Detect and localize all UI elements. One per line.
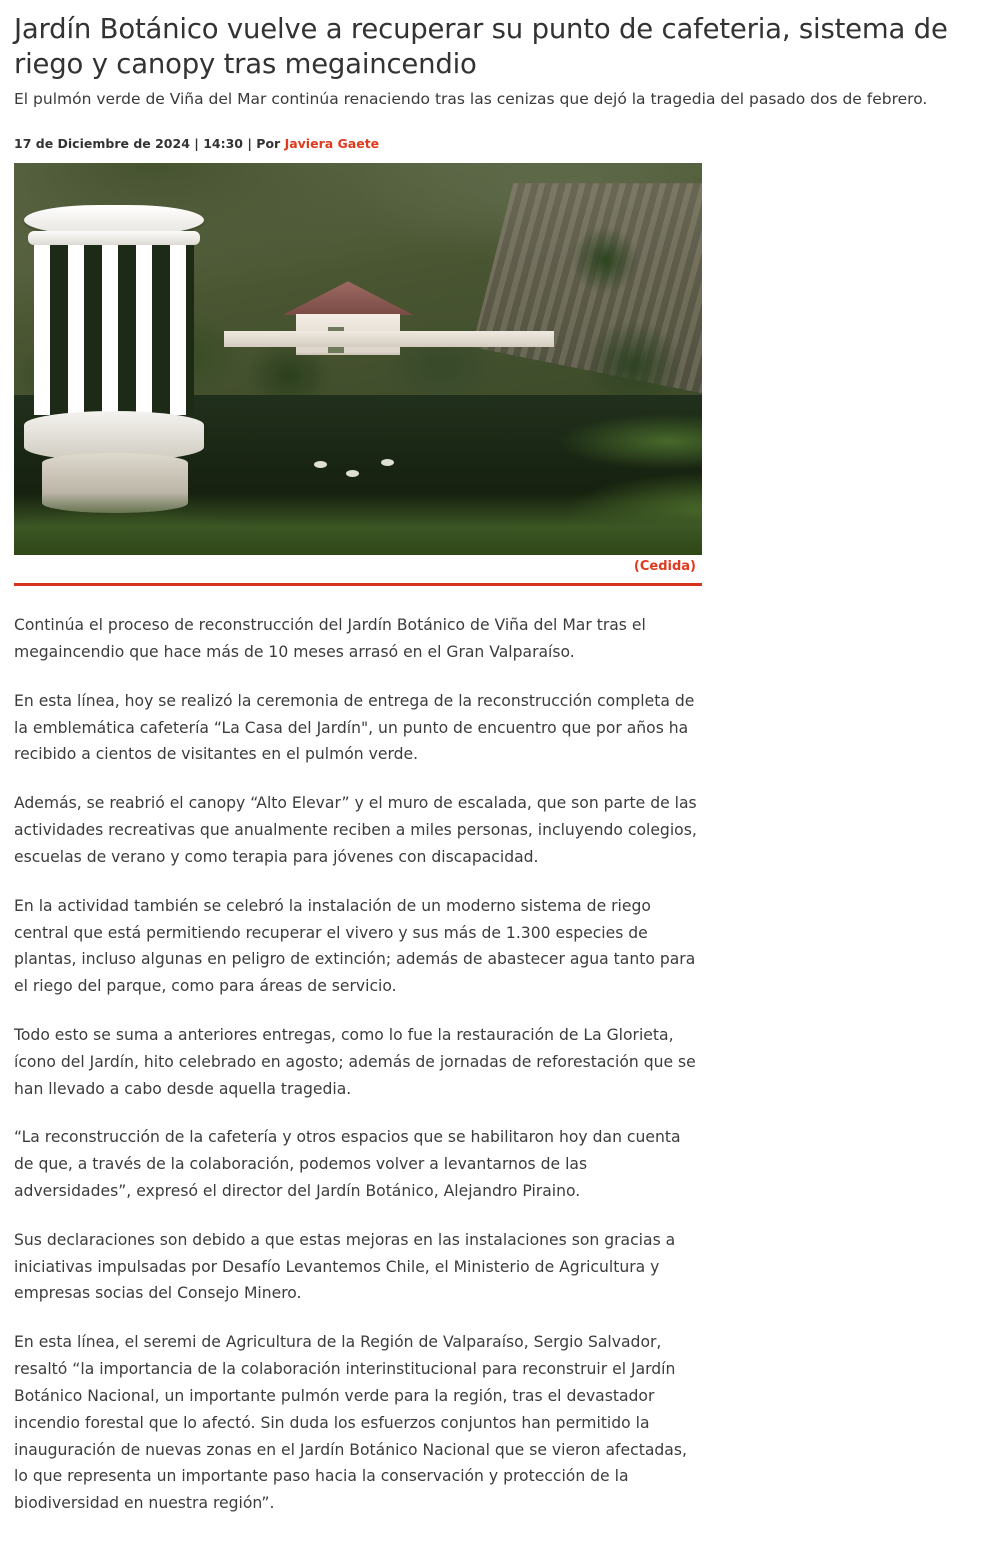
article-paragraph: “La reconstrucción de la cafetería y otros espacios que se habilitaron hoy dan cuenta de que, a través de la colaboración, podemos volver a levantarnos de las adversidades”, expresó el director del Jardín Botánico, Alejandro Piraino. — [14, 1128, 681, 1201]
article-body — [14, 612, 704, 1517]
photo-credit: (Cedida) — [633, 559, 696, 575]
photo-palm-tree — [570, 225, 640, 295]
article-paragraph: Continúa el proceso de reconstrucción del Jardín Botánico de Viña del Mar tras el megaincendio que hace más de 10 meses arrasó en el Gran Valparaíso. — [14, 616, 646, 662]
byline-por-label: Por — [256, 136, 281, 152]
page-title: Jardín Botánico vuelve a recuperar su punto de cafeteria, sistema de riego y canopy tras megaincendio — [14, 13, 948, 80]
photo-gazebo-cornice — [28, 231, 200, 245]
byline — [14, 136, 986, 151]
byline-date: 17 de Diciembre de 2024 — [14, 136, 190, 152]
photo-foreground-bank — [14, 493, 702, 555]
article-paragraph: En esta línea, el seremi de Agricultura de la Región de Valparaíso, Sergio Salvador, resaltó “la importancia de la colaboración interinstitucional para reconstruir el Jardín Botánico Nacional, un importante pulmón verde para la región, tras el devastador incendio forestal que lo afectó. Sin duda los esfuerzos conjuntos han permitido la inauguración de nuevas zonas en el Jardín Botánico Nacional que se vieron afectadas, lo que representa un importante paso hacia la conservación y protección de la biodiversidad en nuestra región”. — [14, 1333, 687, 1513]
byline-author-link[interactable]: Javiera Gaete — [284, 136, 380, 152]
byline-separator-1: | — [194, 136, 199, 152]
byline-separator-2: | — [247, 136, 252, 152]
article-paragraph: Sus declaraciones son debido a que estas mejoras en las instalaciones son gracias a iniciativas impulsadas por Desafío Levantemos Chile, el Ministerio de Agricultura y empresas socias del Consejo Minero. — [14, 1230, 676, 1303]
article-paragraph: En esta línea, hoy se realizó la ceremonia de entrega de la reconstrucción completa de la emblemática cafetería “La Casa del Jardín", un punto de encuentro que por años ha recibido a cientos de visitantes en el pulmón verde. — [14, 691, 695, 764]
photo-house-roof — [282, 281, 414, 315]
article-paragraph: En la actividad también se celebró la instalación de un moderno sistema de riego central que está permitiendo recuperar el vivero y sus más de 1.300 especies de plantas, incluso algunas en peligro de extinción; además de abastecer agua tanto para el riego del parque, como para áreas de servicio. — [14, 896, 696, 996]
article-photo — [14, 163, 702, 555]
photo-gazebo-columns — [34, 245, 194, 415]
article-paragraph: Todo esto se suma a anteriores entregas, como lo fue la restauración de La Glorieta, ícono del Jardín, hito celebrado en agosto; además de jornadas de reforestación que se han llevado a cabo desde aquella tragedia. — [14, 1025, 696, 1098]
photo-retaining-wall — [224, 331, 554, 347]
article-paragraph: Además, se reabrió el canopy “Alto Elevar” y el muro de escalada, que son parte de las actividades recreativas que anualmente reciben a miles personas, incluyendo colegios, escuelas de verano y como terapia para jóvenes con discapacidad. — [14, 794, 697, 866]
article-figure — [14, 163, 702, 586]
byline-time: 14:30 — [203, 136, 243, 152]
figure-caption — [14, 555, 702, 583]
article-standfirst: El pulmón verde de Viña del Mar continúa renaciendo tras las cenizas que dejó la tragedia del pasado dos de febrero. — [14, 90, 928, 109]
